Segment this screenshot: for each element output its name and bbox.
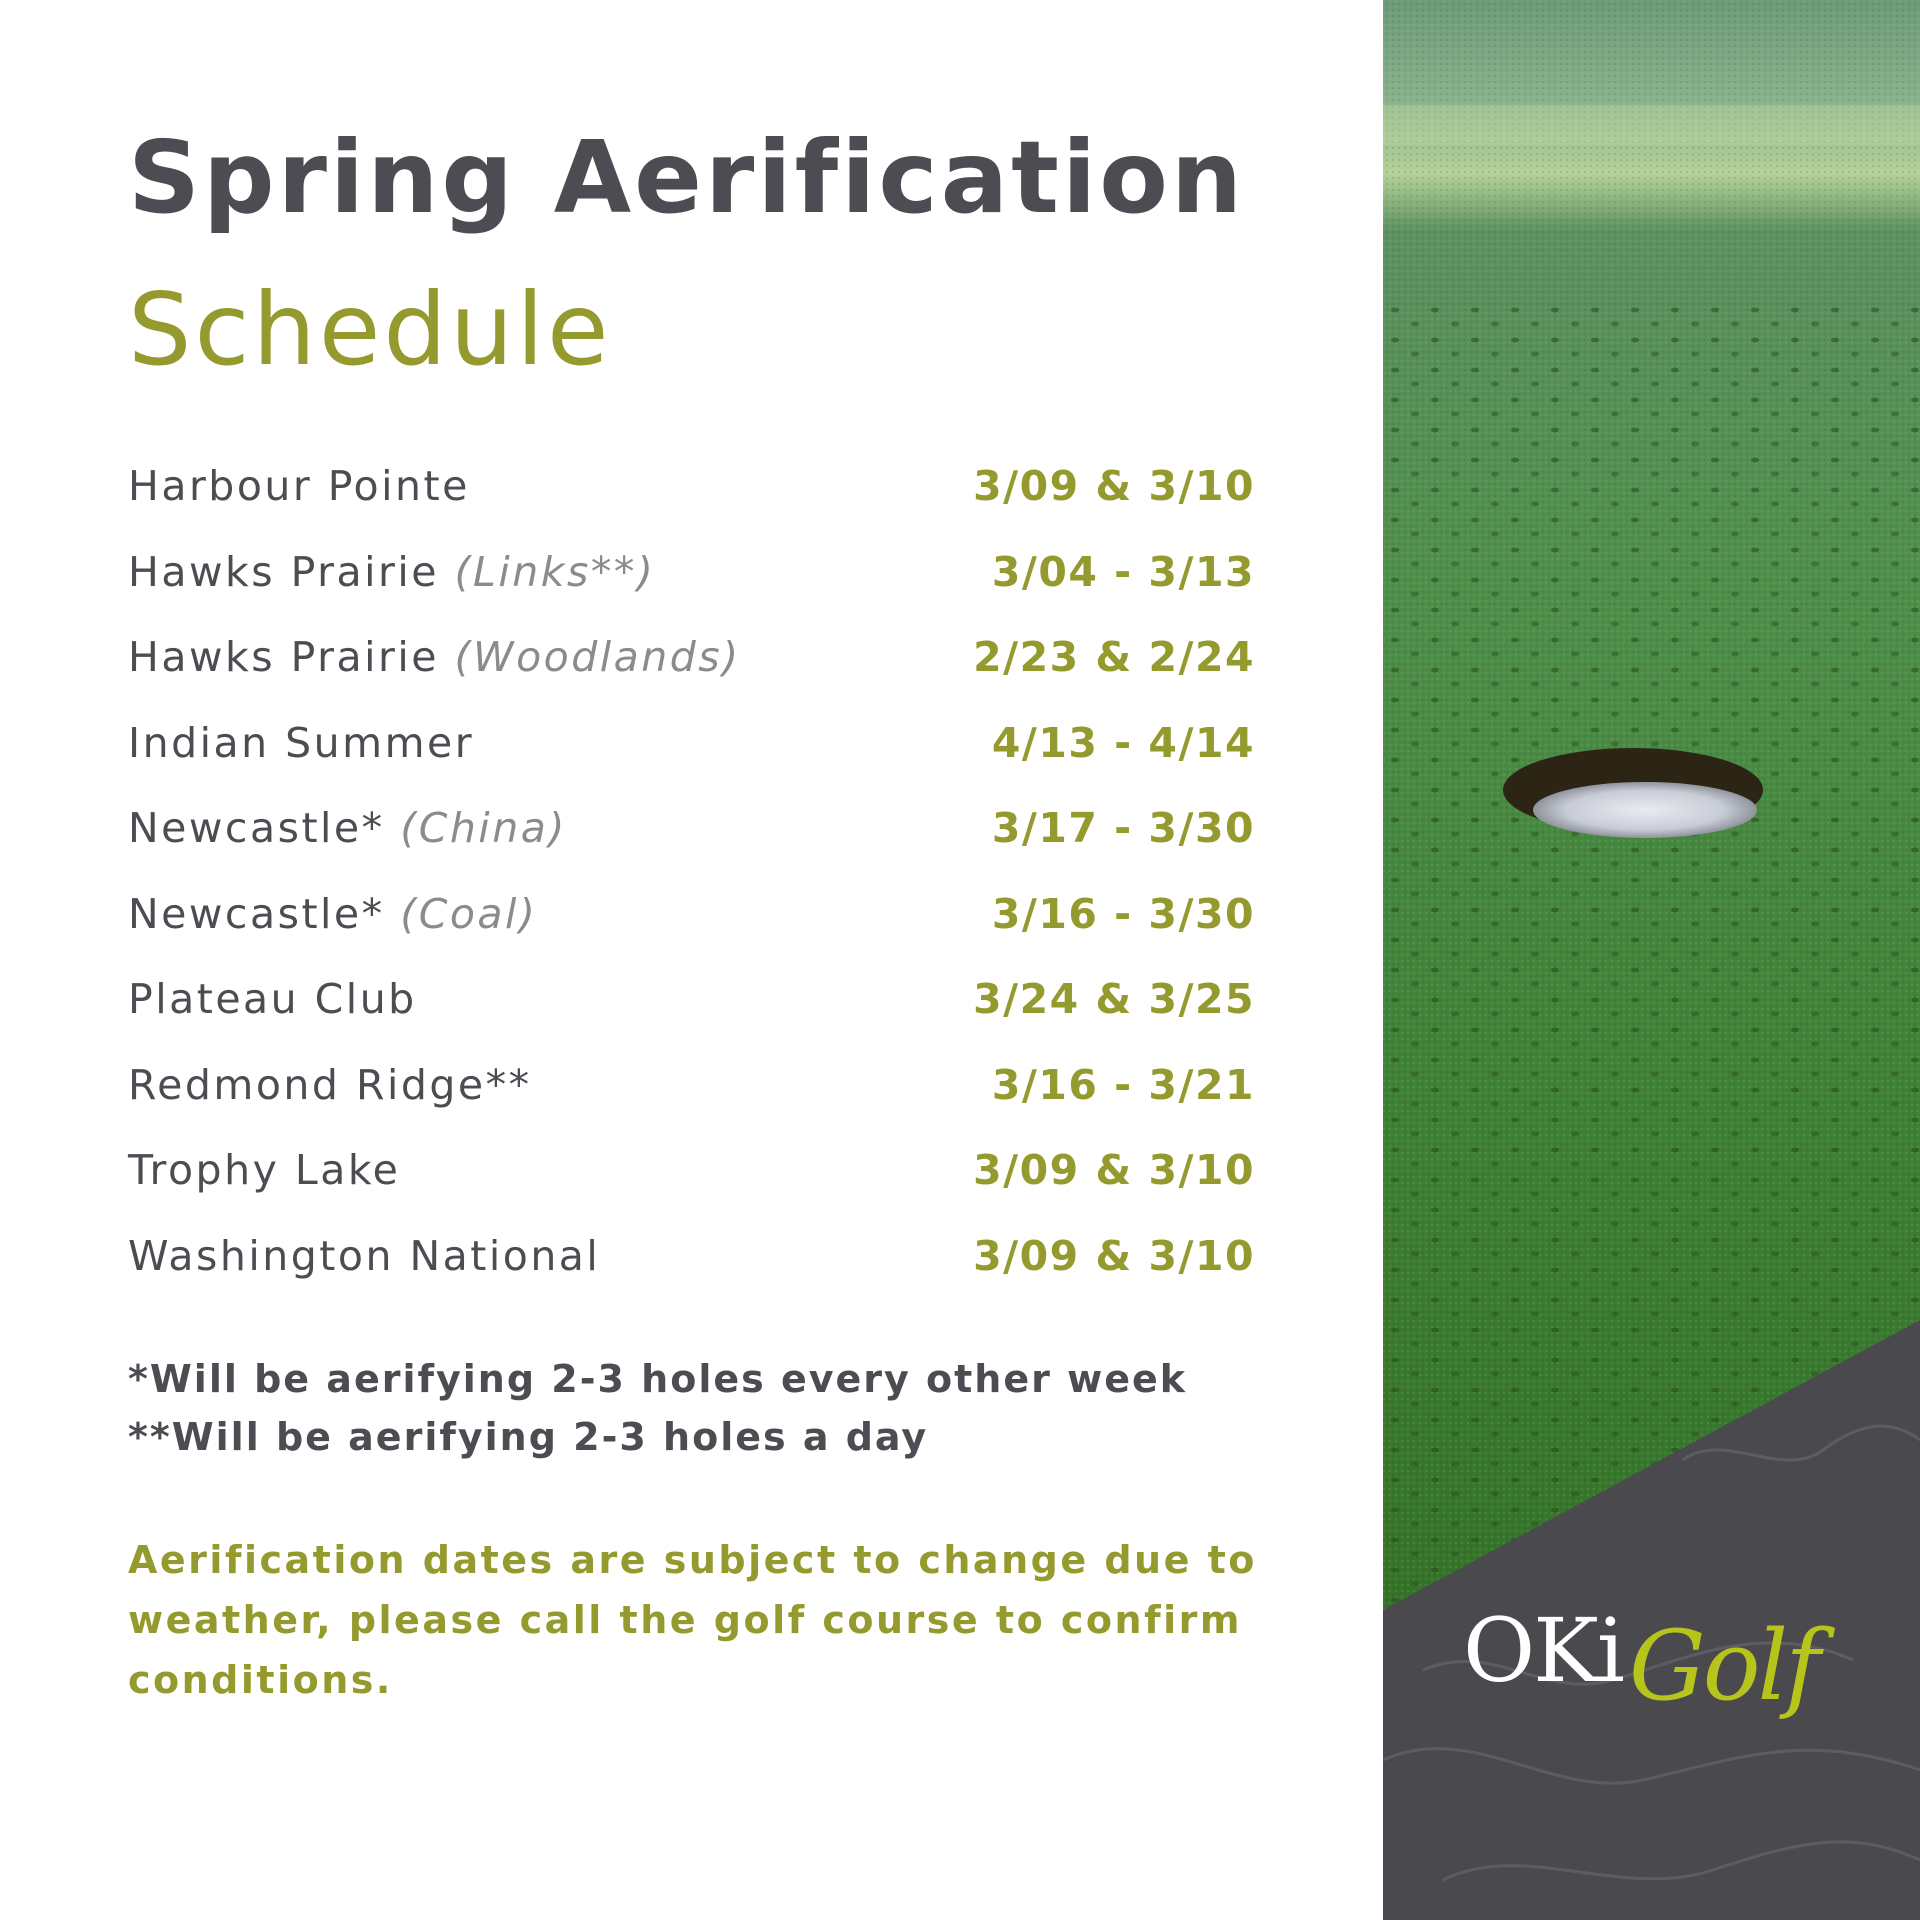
course-note: (Links**) xyxy=(454,547,656,596)
course-dates: 3/16 - 3/21 xyxy=(991,1060,1255,1109)
schedule-row xyxy=(128,1146,1255,1232)
course-dates: 3/09 & 3/10 xyxy=(973,1231,1255,1280)
schedule-row xyxy=(128,1061,1255,1147)
course-name: Indian Summer xyxy=(128,718,475,767)
course-name: Trophy Lake xyxy=(128,1146,401,1194)
course-name: Hawks Prairie (Woodlands) xyxy=(128,633,741,681)
schedule-row xyxy=(128,890,1255,976)
course-dates: 4/13 - 4/14 xyxy=(991,718,1255,767)
course-name: Newcastle* (Coal) xyxy=(128,889,538,938)
page-subtitle: Schedule xyxy=(128,271,612,388)
course-dates: 3/09 & 3/10 xyxy=(973,462,1255,510)
schedule-list xyxy=(128,462,1255,1317)
course-name: Plateau Club xyxy=(128,975,417,1023)
schedule-row xyxy=(128,462,1255,548)
schedule-row xyxy=(128,719,1255,805)
footnotes xyxy=(128,1350,1187,1466)
course-dates: 3/24 & 3/25 xyxy=(973,975,1255,1023)
course-name: Newcastle* (China) xyxy=(128,804,567,852)
course-dates: 3/16 - 3/30 xyxy=(991,889,1255,938)
course-dates: 3/17 - 3/30 xyxy=(991,804,1255,852)
course-dates: 3/09 & 3/10 xyxy=(973,1146,1255,1194)
schedule-row xyxy=(128,633,1255,719)
course-note: (China) xyxy=(400,804,567,852)
course-name: Redmond Ridge** xyxy=(128,1060,532,1109)
footnote-single-asterisk: *Will be aerifying 2-3 holes every other week xyxy=(128,1357,1188,1401)
course-name: Hawks Prairie (Links**) xyxy=(128,547,656,596)
course-name: Harbour Pointe xyxy=(128,462,470,510)
weather-disclaimer: Aerification dates are subject to change due to weather, please call the golf course to confirm conditions. xyxy=(128,1538,1257,1702)
schedule-row xyxy=(128,1232,1255,1318)
oki-golf-logo xyxy=(1463,1600,1843,1740)
course-note: (Coal) xyxy=(400,889,538,938)
course-dates: 2/23 & 2/24 xyxy=(973,633,1255,681)
schedule-row xyxy=(128,548,1255,634)
course-name: Washington National xyxy=(128,1231,601,1280)
schedule-row xyxy=(128,804,1255,890)
logo-oki-text: OKi xyxy=(1463,1599,1624,1702)
course-dates: 3/04 - 3/13 xyxy=(991,547,1255,596)
course-note: (Woodlands) xyxy=(454,633,741,681)
page-title: Spring Aerification xyxy=(128,119,1246,236)
logo-golf-text: Golf xyxy=(1629,1610,1818,1722)
schedule-row xyxy=(128,975,1255,1061)
footnote-double-asterisk: **Will be aerifying 2-3 holes a day xyxy=(128,1415,929,1459)
